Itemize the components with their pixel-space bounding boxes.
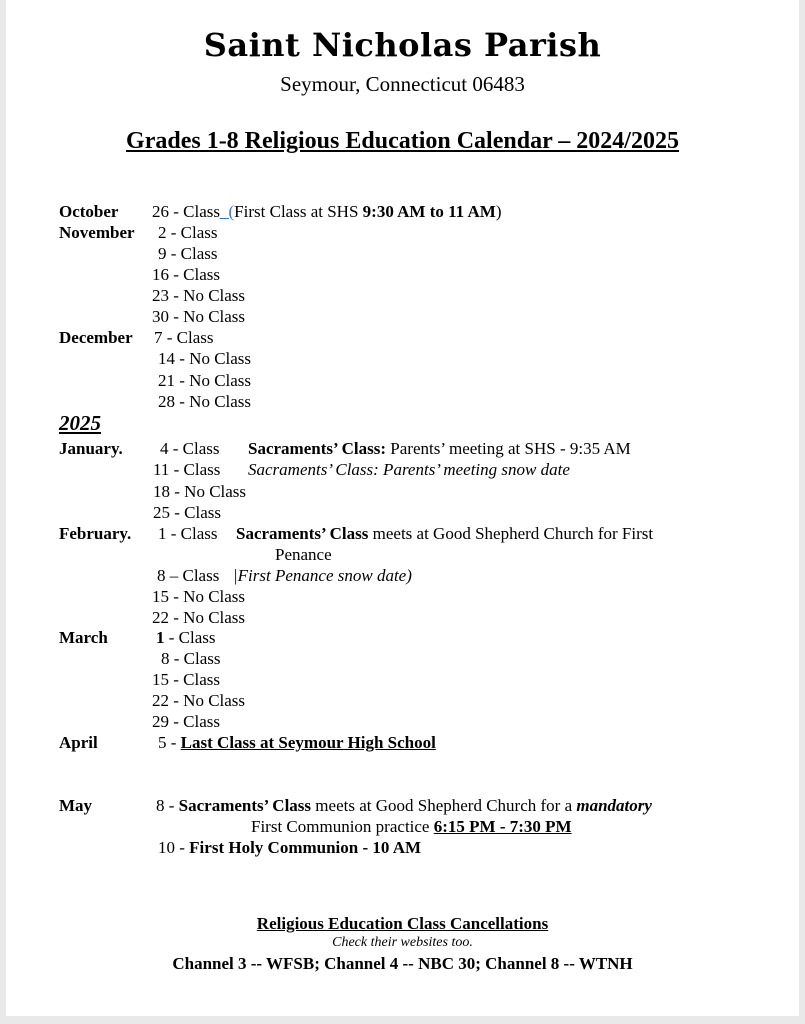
entry-oct-26: 26 - Class_(First Class at SHS 9:30 AM to 11 AM): [152, 202, 502, 221]
entry-dec-21: 21 - No Class: [158, 371, 252, 390]
entry-feb-1-note-cont: Penance: [275, 545, 332, 564]
entry-mar-29: 29 - Class: [152, 712, 220, 731]
month-december: December: [59, 328, 133, 347]
entry-feb-8: 8 – Class: [157, 566, 220, 585]
cancellations-note: Check their websites too.: [332, 935, 473, 950]
entry-nov-23: 23 - No Class: [152, 286, 246, 305]
entry-may-8-cont: First Communion practice 6:15 PM - 7:30 PM: [251, 817, 572, 836]
entry-jan-11-note: Sacraments’ Class: Parents’ meeting snow date: [248, 460, 570, 479]
month-april: April: [59, 733, 98, 752]
cancellations-title: Religious Education Class Cancellations: [256, 914, 549, 933]
entry-mar-8: 8 - Class: [161, 649, 221, 668]
entry-jan-4-note: Sacraments’ Class: Parents’ meeting at SHS - 9:35 AM: [248, 439, 631, 458]
entry-mar-22: 22 - No Class: [152, 691, 246, 710]
entry-apr-5: 5 - Last Class at Seymour High School: [158, 733, 436, 752]
month-february: February.: [59, 524, 132, 543]
entry-feb-1: 1 - Class: [158, 524, 218, 543]
entry-mar-15: 15 - Class: [152, 670, 220, 689]
document-page: [6, 0, 799, 1016]
year-heading: 2025: [59, 411, 101, 435]
entry-nov-2: 2 - Class: [158, 223, 218, 242]
entry-mar-1: 1 - Class: [156, 628, 216, 647]
entry-jan-25: 25 - Class: [153, 503, 221, 522]
entry-jan-18: 18 - No Class: [153, 482, 247, 501]
entry-feb-15: 15 - No Class: [152, 587, 246, 606]
calendar-title: Grades 1-8 Religious Education Calendar – 2024/2025: [126, 128, 679, 154]
edit-cursor: _(: [220, 202, 235, 221]
month-march: March: [59, 628, 108, 647]
entry-nov-9: 9 - Class: [158, 244, 218, 263]
entry-feb-1-note: Sacraments’ Class meets at Good Shepherd Church for First: [236, 524, 654, 543]
entry-jan-11: 11 - Class: [153, 460, 221, 479]
month-november: November: [59, 223, 135, 242]
month-may: May: [59, 796, 93, 815]
parish-name: Saint Nicholas Parish: [203, 26, 602, 64]
entry-feb-8-note: |First Penance snow date): [233, 566, 412, 585]
entry-jan-4: 4 - Class: [160, 439, 220, 458]
entry-nov-30: 30 - No Class: [152, 307, 246, 326]
entry-nov-16: 16 - Class: [152, 265, 220, 284]
entry-may-10: 10 - First Holy Communion - 10 AM: [158, 838, 422, 857]
parish-location: Seymour, Connecticut 06483: [280, 72, 525, 96]
cancellations-channels: Channel 3 -- WFSB; Channel 4 -- NBC 30; Channel 8 -- WTNH: [172, 954, 633, 973]
entry-dec-28: 28 - No Class: [158, 392, 252, 411]
month-october: October: [59, 202, 119, 221]
entry-feb-22: 22 - No Class: [152, 608, 246, 627]
entry-may-8: 8 - Sacraments’ Class meets at Good Shepherd Church for a mandatory: [156, 796, 652, 815]
entry-dec-14: 14 - No Class: [158, 349, 252, 368]
entry-dec-7: 7 - Class: [154, 328, 214, 347]
month-january: January.: [59, 439, 123, 458]
